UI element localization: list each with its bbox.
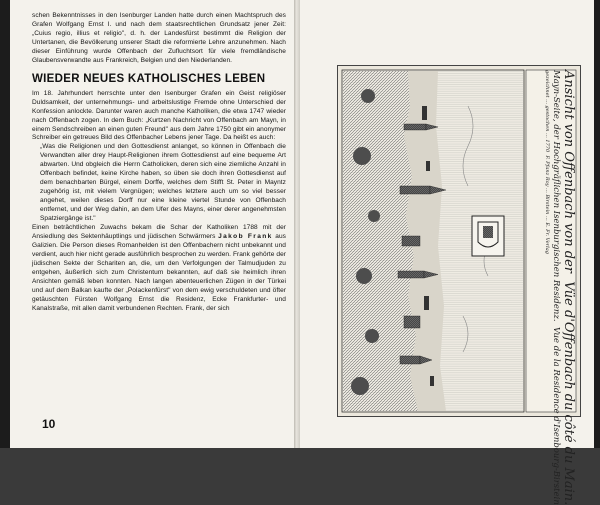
coat-of-arms-icon [472,216,504,256]
caption-credit-fr: F. Pfanz Roy ... Birstein ... E. Fr. Verlag [544,155,550,254]
para2-start: Einen beträchtlichen Zuwachs bekam die Schar der Katholiken 1788 mit der Ansiedlung des Sektenhäuptlings und jüdischen Schwärmers [32,224,286,240]
intro-paragraph: schen Bekenntnisses in den Isenburger Landen hatte durch einen Machtspruch des Grafen Wolfgang Ernst I. und nach dem staatsrechtlichen Grundsatz jener Zeit: „Cuius regio, illius et religio", d. h. der Landesfürst bestimmt die Religion der Untertanen, die Bevölkerung unserer Stadt die reformierte Lehre anzunehmen. Nach dieser Einführung wurde Offenbach der Zufluchtsort für viele fremdländische Glaubensverwandte aus Frankreich, Belgien und den Niederlanden. [32,12,286,64]
body-paragraph-1: Im 18. Jahrhundert herrschte unter den Isenburger Grafen ein Geist religiöser Duldsamkeit, der unternehmungs- und arbeitslustige Fremde ohne Unterschied der Konfession anlockte. Darunter waren auch manche Katholiken, die etwa 1747 wieder nach Offenbach zogen. In dem Buch: „Kurtzen Nachricht von Offenbach am Mayn, in einem Sendschreiben an einen guten Freund" aus dem Jahre 1750 gibt ein anonymer Schreiber ein getreues Bild des Offenbacher Lebens jener Tage. Da heißt es auch: [32,89,286,142]
left-page [10,0,294,448]
caption-title: Ansicht von Offenbach von der [561,70,576,273]
left-text-block [32,12,286,314]
section-heading: WIEDER NEUES KATHOLISCHES LEBEN [32,72,266,85]
engraving-plate [337,65,581,505]
body-paragraph-2 [32,224,286,314]
caption-subtitle-fr: Vue de la Residence d'Isenbourg-Birstein [551,326,561,505]
quote-paragraph: „Was die Religionen und den Gottesdienst anlanget, so können in Offenbach die Verwandten aller drey Haupt-Religionen ihrem Gottesdienst auf eine bequeme Art abwarten. Und obgleich die Herrn Catholicken, deren sich eine ziemliche Anzahl in Offenbach befindet, keine Kirche haben, so üben sie doch ihren Gottesdienst auf dem benachbarten Bürgel, einem Dorffe, welches dem Stifft St. Peter in Mayntz zugehörig ist, mit vielem Vergnügen; welches letztere auch um so viel besser angehet, weilen dieses Dorff nur eine kleine viertel Stunde von Offenbach entfernet, und der Weg dahin, an dem Ufer des Mayns, einer derer angenehmsten Spatziergänge ist." [40,143,286,223]
page-number: 10 [42,417,56,431]
caption-subtitle: Mayn-Seite, der Hochgräflichen Isenburgischen Residenz. [551,70,561,322]
caption-title-fr: Vüe d'Offenbach du côté du Main. [561,281,576,505]
caption-credit: gezeichnet ... gestochen ... 1770 [544,70,550,153]
para2-end: aus Galizien. Die Person dieses Romanhelden ist den Offenbachern nicht unbekannt und verdient, auch hier nicht gerade ausführlich besprochen zu werden. Frank gehörte der jüdischen Sekte der Schariten an, die, um den Verfolgungen der Talmudjuden zu entgehen, äußerlich sich zum Christentum bekannten, auf daß sie heimlich ihren Ansichten gemäß leben konnten. Nach langen abenteuerlichen Zügen in der Türkei und auf dem Balkan kaufte der „Polackenfürst" von dem ewig verschuldeten und öfter getäuschten Fürsten Wolfgang Ernst die Residenz, Ecke Frankfurter- und Kanalstraße, mit allen damit verbundenen Rechten. Frank, der sich [32,232,287,312]
engraving-caption [526,70,576,505]
person-name: Jakob Frank [218,232,273,240]
